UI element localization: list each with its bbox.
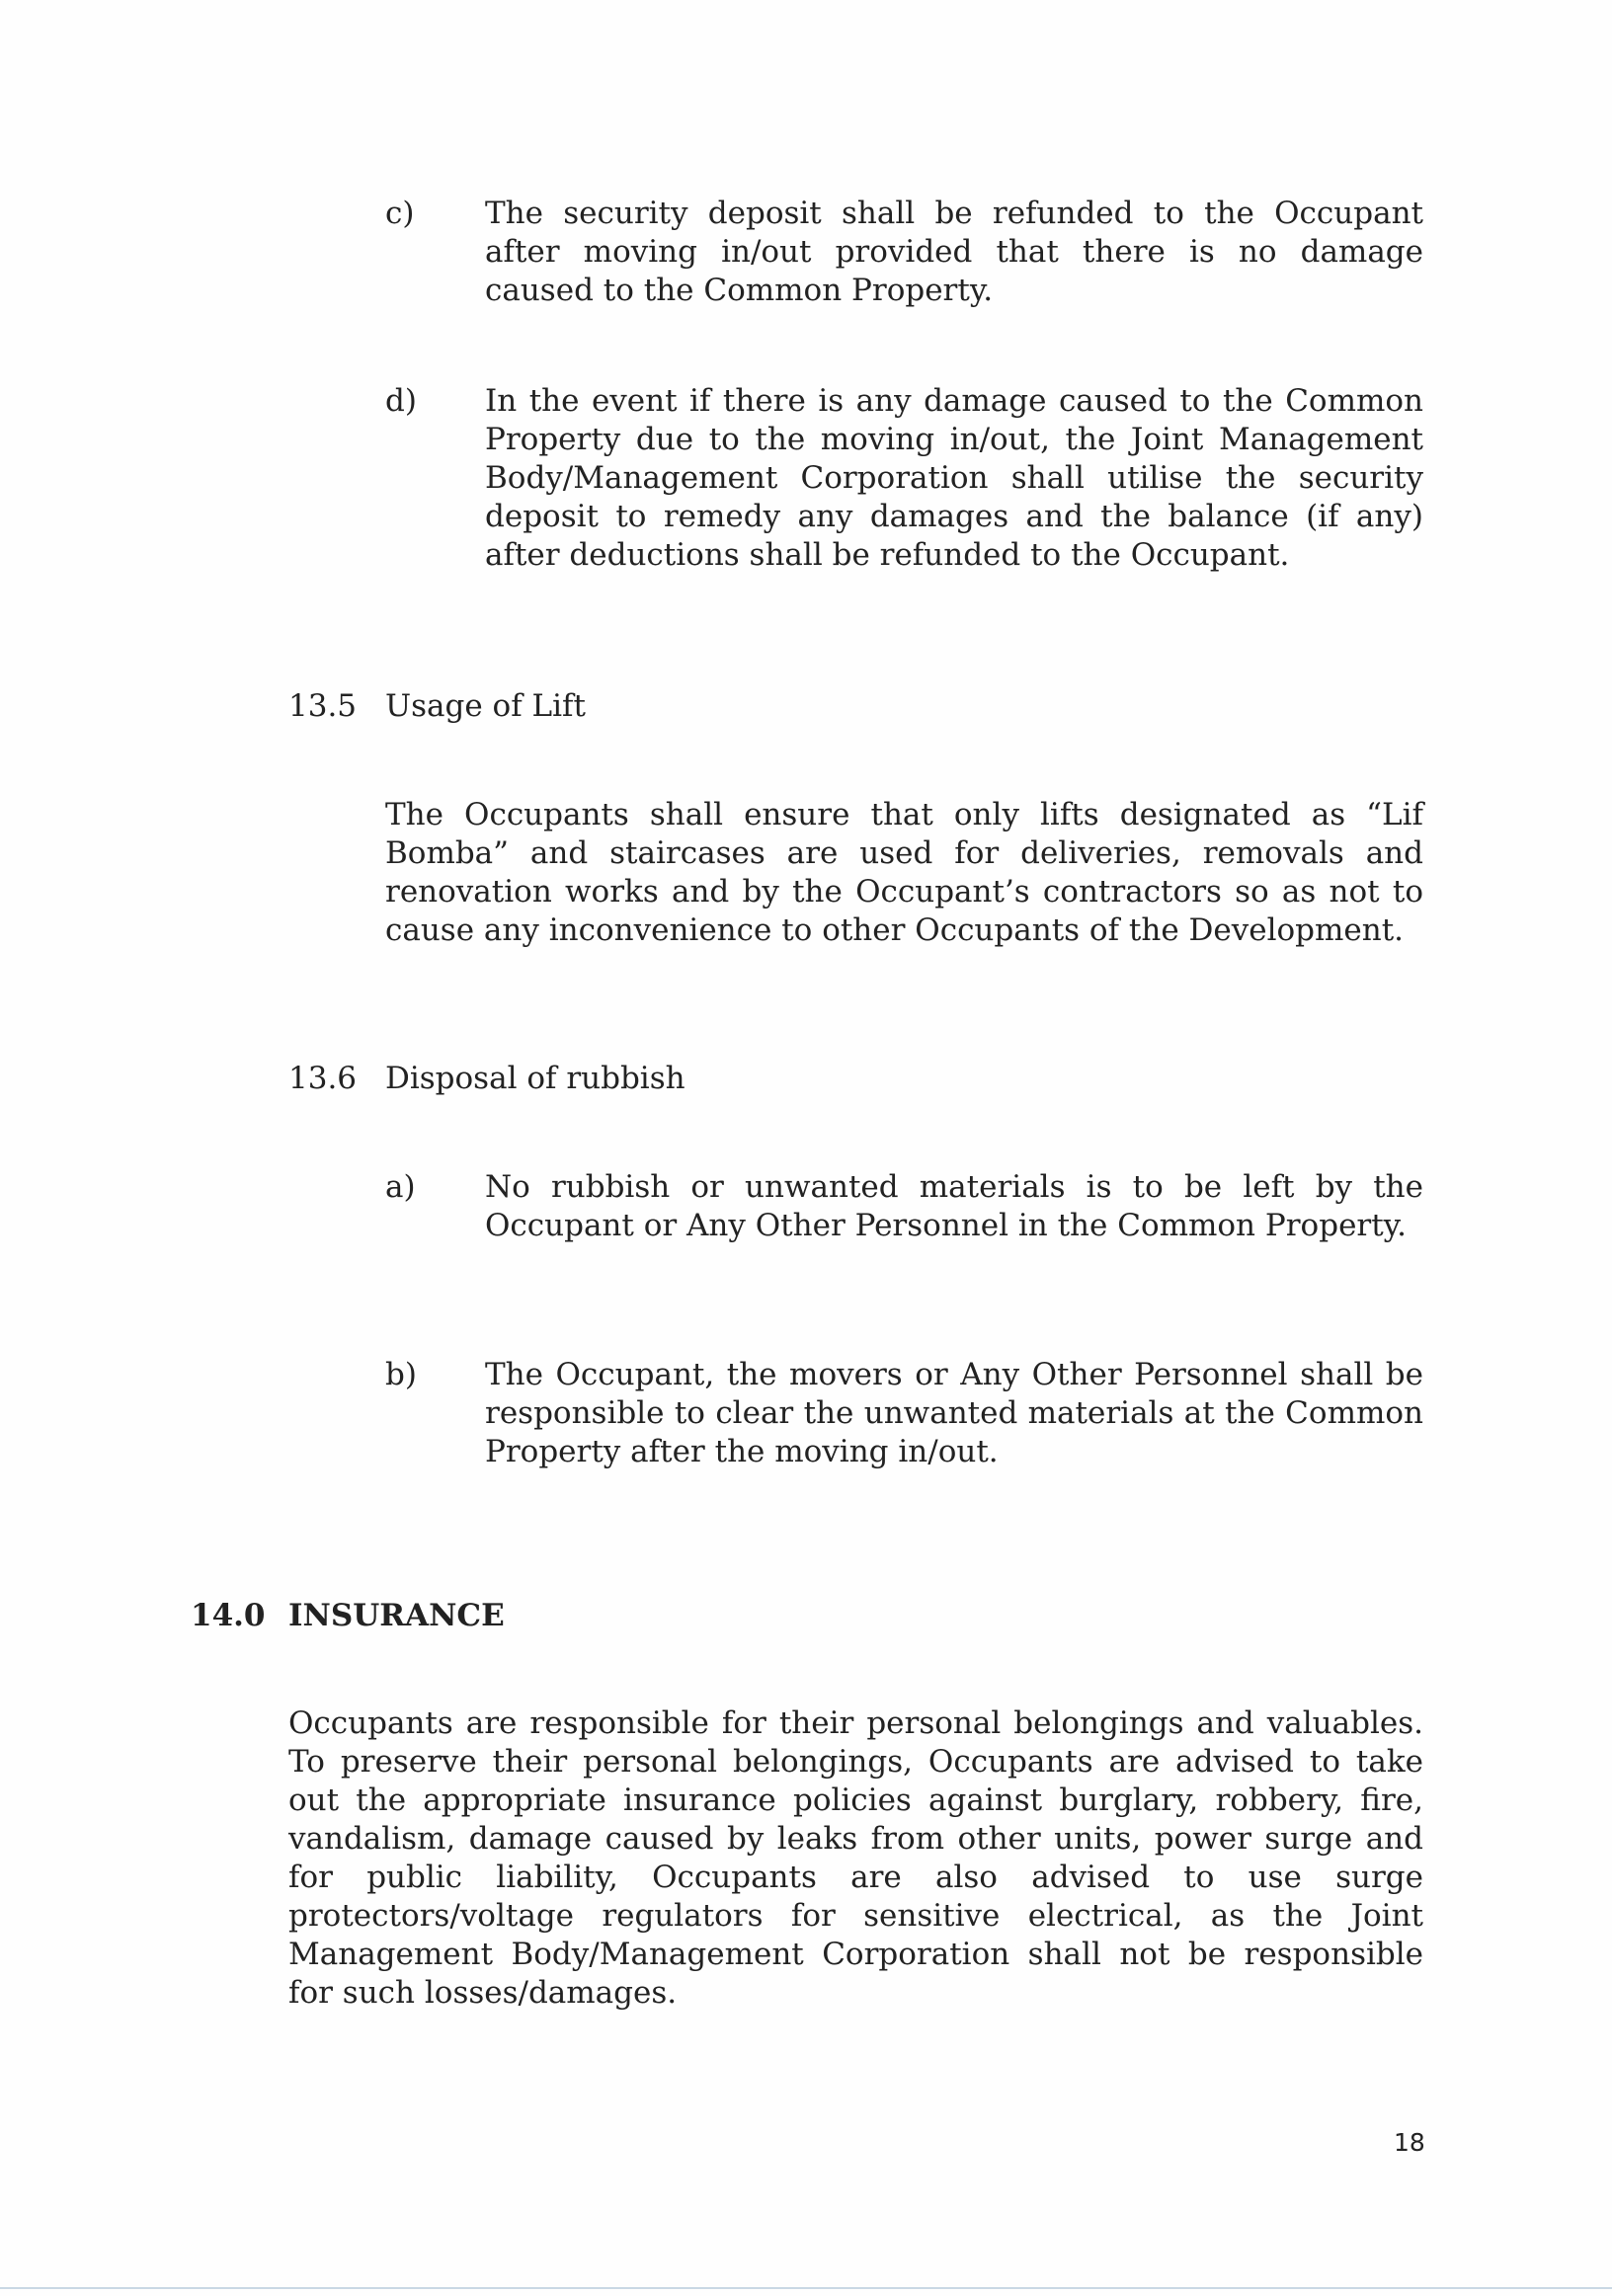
section-13-5-number: 13.5 (288, 688, 358, 724)
section-14-title: INSURANCE (288, 1598, 505, 1633)
page-bottom-edge (0, 2287, 1612, 2289)
section-14-number: 14.0 (191, 1598, 266, 1633)
page-number: 18 (1394, 2128, 1425, 2157)
item-b-text: The Occupant, the movers or Any Other Personnel shall be responsible to clear the unwanted materials at the Common Property after the moving in/out. (485, 1357, 1423, 1469)
item-a-text: No rubbish or unwanted materials is to be left by the Occupant or Any Other Personnel in the Common Property. (485, 1169, 1423, 1243)
section-13-6-number: 13.6 (288, 1061, 358, 1096)
section-13-6-title: Disposal of rubbish (385, 1061, 685, 1096)
section-14-text: Occupants are responsible for their personal belongings and valuables. To preserve their personal belongings, Occupants are advised to take out the appropriate insurance policies against burglary, robbery, fire, vandalism, damage caused by leaks from other units, power surge and for public liability, Occupants are also advised to use surge protectors/voltage regulators for sensitive electrical, as the Joint Management Body/Management Corporation shall not be responsible for such losses/damages. (288, 1705, 1423, 2011)
item-c-label: c) (385, 196, 415, 231)
item-d-text: In the event if there is any damage caused to the Common Property due to the moving in/out, the Joint Management Body/Management Corporation shall utilise the security deposit to remedy any damages and the balance (if any) after deductions shall be refunded to the Occupant. (485, 383, 1423, 573)
item-a-label: a) (385, 1169, 416, 1205)
item-d-label: d) (385, 383, 417, 419)
item-c-text: The security deposit shall be refunded to the Occupant after moving in/out provided that there is no damage caused to the Common Property. (485, 196, 1423, 308)
item-b-label: b) (385, 1357, 417, 1392)
section-13-5-title: Usage of Lift (385, 688, 586, 724)
section-13-5-text: The Occupants shall ensure that only lifts designated as “Lif Bomba” and staircases are used for deliveries, removals and renovation works and by the Occupant’s contractors so as not to cause any inconvenience to other Occupants of the Development. (385, 797, 1423, 948)
